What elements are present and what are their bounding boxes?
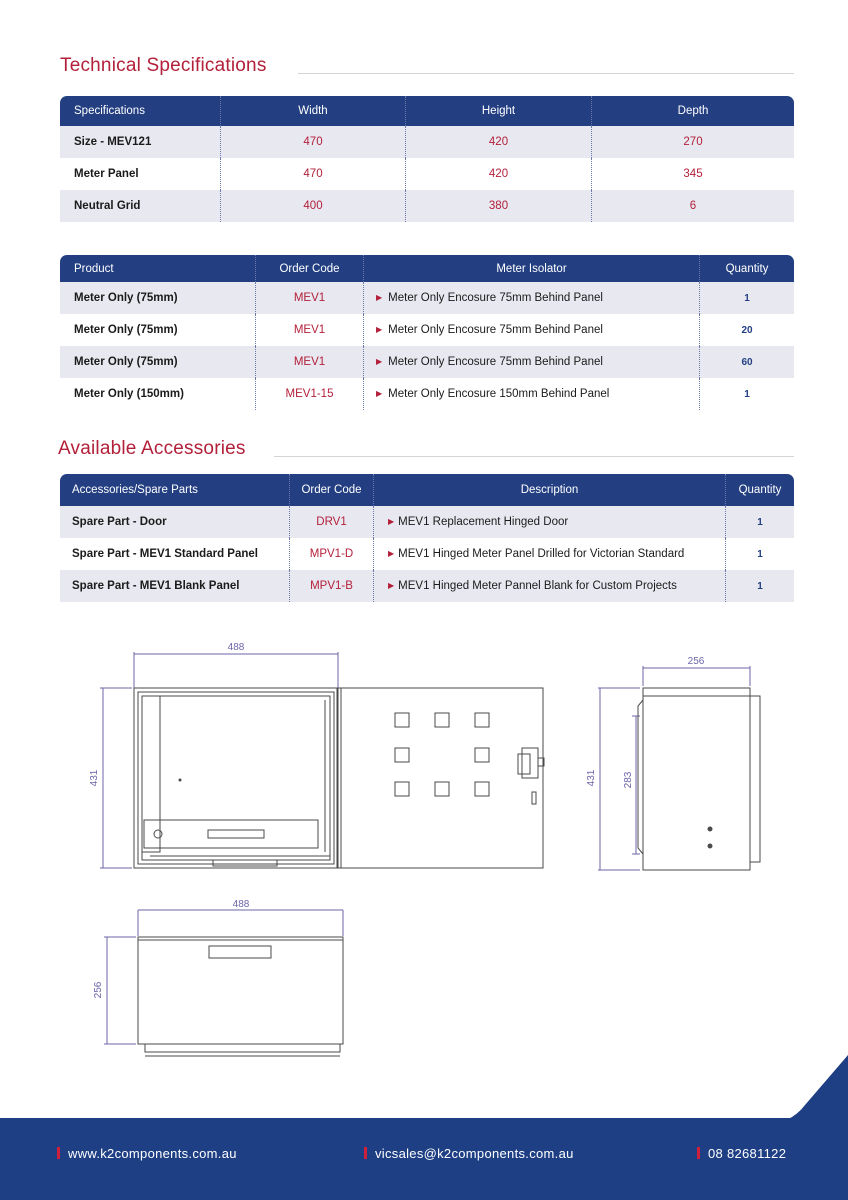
spec-height: 420 — [406, 158, 592, 190]
spec-label: Neutral Grid — [60, 190, 221, 222]
header-specifications: Specifications — [60, 96, 221, 126]
product-name: Meter Only (150mm) — [60, 378, 256, 410]
table-row — [60, 158, 794, 190]
dimension-top-width: 488 — [232, 899, 250, 910]
footer-phone[interactable] — [697, 1146, 786, 1161]
caret-right-icon: ▶ — [388, 517, 395, 526]
meter-isolator-text: Meter Only Encosure 75mm Behind Panel — [388, 356, 603, 368]
order-code: DRV1 — [290, 506, 374, 538]
caret-right-icon: ▶ — [376, 293, 383, 302]
side-view — [586, 656, 760, 870]
table-header-row — [60, 255, 794, 282]
table-row — [60, 570, 794, 602]
header-height: Height — [406, 96, 592, 126]
technical-specifications-table — [60, 96, 794, 222]
footer-marker — [697, 1147, 700, 1159]
footer-email[interactable] — [364, 1146, 574, 1161]
meter-isolator-cell — [364, 346, 700, 378]
footer-website[interactable] — [57, 1146, 237, 1161]
table-row — [60, 378, 794, 410]
spec-width: 470 — [221, 158, 406, 190]
quantity: 20 — [700, 314, 794, 346]
spec-depth: 345 — [592, 158, 794, 190]
meter-isolator-cell — [364, 314, 700, 346]
quantity: 1 — [726, 538, 794, 570]
order-code: MPV1-B — [290, 570, 374, 602]
footer-marker — [364, 1147, 367, 1159]
dimension-side-inner-height: 283 — [623, 771, 634, 789]
header-product: Product — [60, 255, 256, 282]
table-header-row — [60, 474, 794, 506]
meter-isolator-cell — [364, 282, 700, 314]
spec-label: Meter Panel — [60, 158, 221, 190]
footer-marker — [57, 1147, 60, 1159]
table-row — [60, 346, 794, 378]
part-name: Spare Part - Door — [60, 506, 290, 538]
quantity: 60 — [700, 346, 794, 378]
spec-label: Size - MEV121 — [60, 126, 221, 158]
footer-website-text: www.k2components.com.au — [68, 1146, 237, 1161]
table-row — [60, 126, 794, 158]
header-order-code: Order Code — [290, 474, 374, 506]
corner-decoration — [760, 1055, 848, 1125]
caret-right-icon: ▶ — [376, 325, 383, 334]
table-row — [60, 282, 794, 314]
table-header-row — [60, 96, 794, 126]
section-title-available-accessories: Available Accessories — [58, 438, 246, 459]
dimension-side-height: 431 — [586, 769, 597, 787]
meter-isolator-text: Meter Only Encosure 150mm Behind Panel — [388, 388, 610, 400]
dimension-front-width: 488 — [227, 642, 245, 653]
quantity: 1 — [726, 506, 794, 538]
footer-phone-text: 08 82681122 — [708, 1146, 787, 1161]
quantity: 1 — [700, 282, 794, 314]
caret-right-icon: ▶ — [376, 357, 383, 366]
dimension-front-height: 431 — [89, 769, 100, 787]
technical-drawing — [0, 620, 848, 1090]
dimension-top-depth: 256 — [93, 981, 104, 999]
description-cell — [374, 506, 726, 538]
spec-height: 380 — [406, 190, 592, 222]
description-text: MEV1 Hinged Meter Pannel Blank for Custom Projects — [398, 580, 677, 592]
table-row — [60, 538, 794, 570]
quantity: 1 — [700, 378, 794, 410]
spec-depth: 6 — [592, 190, 794, 222]
table-row — [60, 314, 794, 346]
table-row — [60, 506, 794, 538]
front-view — [89, 642, 544, 868]
accessories-table — [60, 474, 794, 602]
products-table — [60, 255, 794, 410]
caret-right-icon: ▶ — [388, 549, 395, 558]
description-cell — [374, 538, 726, 570]
meter-isolator-cell — [364, 378, 700, 410]
caret-right-icon: ▶ — [376, 389, 383, 398]
header-quantity: Quantity — [726, 474, 794, 506]
spec-width: 470 — [221, 126, 406, 158]
description-text: MEV1 Replacement Hinged Door — [398, 516, 569, 528]
meter-isolator-text: Meter Only Encosure 75mm Behind Panel — [388, 324, 603, 336]
product-name: Meter Only (75mm) — [60, 314, 256, 346]
header-quantity: Quantity — [700, 255, 794, 282]
part-name: Spare Part - MEV1 Standard Panel — [60, 538, 290, 570]
footer-email-text: vicsales@k2components.com.au — [375, 1146, 574, 1161]
header-description: Description — [374, 474, 726, 506]
top-view — [93, 899, 343, 1056]
description-text: MEV1 Hinged Meter Panel Drilled for Victorian Standard — [398, 548, 685, 560]
order-code: MEV1 — [256, 282, 364, 314]
header-order-code: Order Code — [256, 255, 364, 282]
dimension-side-depth: 256 — [687, 656, 705, 667]
meter-isolator-text: Meter Only Encosure 75mm Behind Panel — [388, 292, 603, 304]
order-code: MEV1-15 — [256, 378, 364, 410]
caret-right-icon: ▶ — [388, 581, 395, 590]
description-cell — [374, 570, 726, 602]
header-meter-isolator: Meter Isolator — [364, 255, 700, 282]
header-width: Width — [221, 96, 406, 126]
product-name: Meter Only (75mm) — [60, 282, 256, 314]
order-code: MPV1-D — [290, 538, 374, 570]
order-code: MEV1 — [256, 346, 364, 378]
product-name: Meter Only (75mm) — [60, 346, 256, 378]
spec-depth: 270 — [592, 126, 794, 158]
part-name: Spare Part - MEV1 Blank Panel — [60, 570, 290, 602]
table-row — [60, 190, 794, 222]
spec-width: 400 — [221, 190, 406, 222]
title-divider — [298, 73, 794, 74]
order-code: MEV1 — [256, 314, 364, 346]
header-depth: Depth — [592, 96, 794, 126]
title-divider — [274, 456, 794, 457]
section-title-technical-specifications: Technical Specifications — [60, 55, 267, 76]
quantity: 1 — [726, 570, 794, 602]
header-accessories: Accessories/Spare Parts — [60, 474, 290, 506]
spec-height: 420 — [406, 126, 592, 158]
